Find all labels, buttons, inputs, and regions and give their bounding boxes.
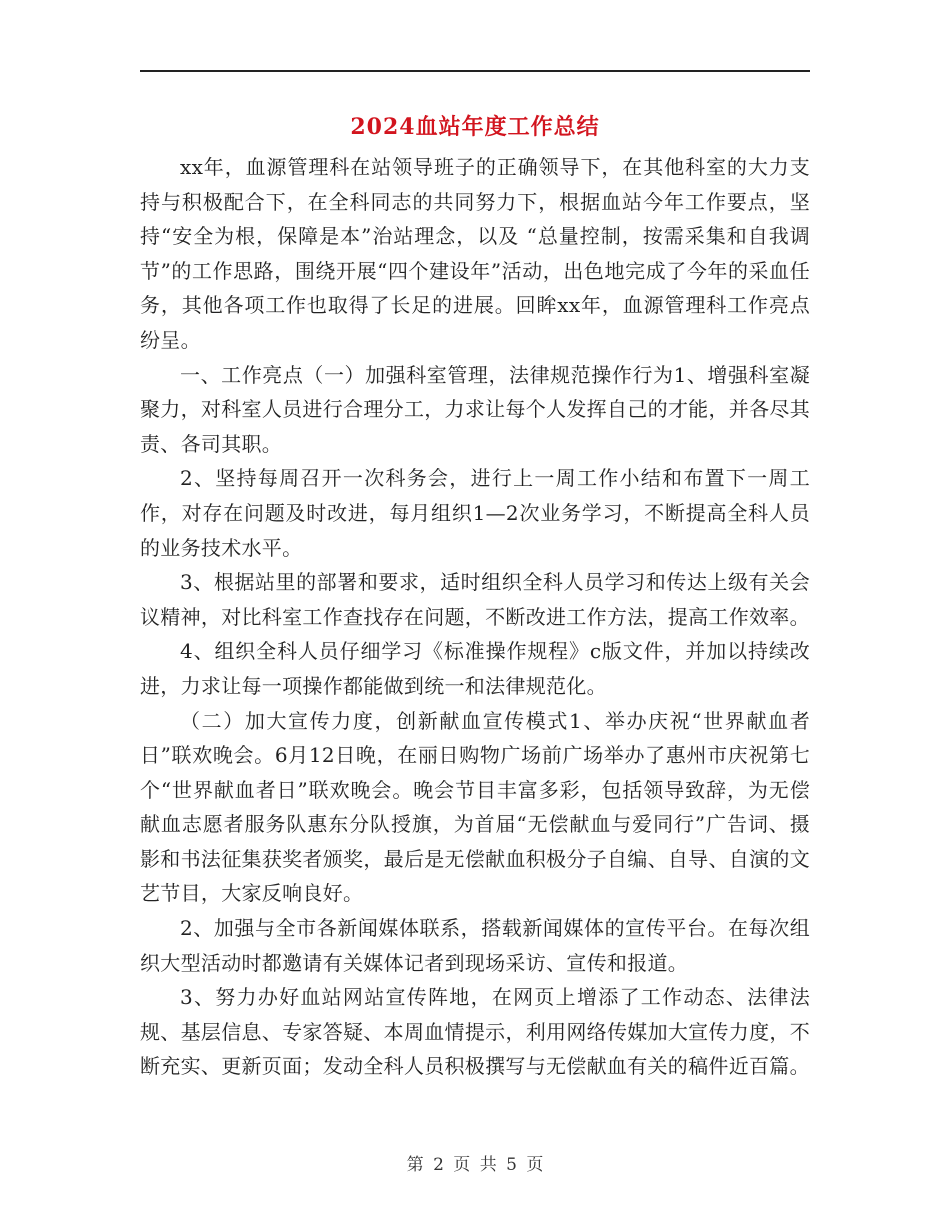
paragraph-item-3: 3、根据站里的部署和要求，适时组织全科人员学习和传达上级有关会议精神，对比科室工作查找存在问题，不断改进工作方法，提高工作效率。 [140,570,810,629]
paragraph-item-2: 2、坚持每周召开一次科务会，进行上一周工作小结和布置下一周工作，对存在问题及时改进，每月组织1—2次业务学习，不断提高全科人员的业务技术水平。 [140,466,810,560]
paragraph-intro: xx年，血源管理科在站领导班子的正确领导下，在其他科室的大力支持与积极配合下，在全科同志的共同努力下，根据血站今年工作要点，坚持“安全为根，保障是本”治站理念，以及 “总量控制，按需采集和自我调节”的工作思路，围绕开展“四个建设年”活动，出色地完成了今年的采血任务，其他各项工作也取得了长足的进展。回眸xx年，血源管理科工作亮点纷呈。 [140,155,810,352]
header-rule [140,70,810,72]
paragraph-publicity-3: 3、努力办好血站网站宣传阵地，在网页上增添了工作动态、法律法规、基层信息、专家答疑、本周血情提示，利用网络传媒加大宣传力度，不断充实、更新页面；发动全科人员积极撰写与无偿献血有关的稿件近百篇。 [140,985,810,1079]
paragraph-publicity-2: 2、加强与全市各新闻媒体联系，搭载新闻媒体的宣传平台。在每次组织大型活动时都邀请有关媒体记者到现场采访、宣传和报道。 [140,916,810,975]
document-title: 2024血站年度工作总结 [350,114,600,140]
paragraph-publicity-1: （二）加大宣传力度，创新献血宣传模式1、举办庆祝“世界献血者日”联欢晚会。6月12日晚，在丽日购物广场前广场举办了惠州市庆祝第七个“世界献血者日”联欢晚会。晚会节目丰富多彩，包括领导致辞，为无偿献血志愿者服务队惠东分队授旗，为首届“无偿献血与爱同行”广告词、摄影和书法征集获奖者颁奖，最后是无偿献血积极分子自编、自导、自演的文艺节目，大家反响良好。 [140,708,810,906]
page-number: 第 2 页 共 5 页 [406,1155,544,1175]
paragraph-highlight-1: 一、工作亮点（一）加强科室管理，法律规范操作行为1、增强科室凝聚力，对科室人员进行合理分工，力求让每个人发挥自己的才能，并各尽其责、各司其职。 [140,362,810,456]
document-body [140,150,810,1084]
paragraph-item-4: 4、组织全科人员仔细学习《标准操作规程》c版文件，并加以持续改进，力求让每一项操作都能做到统一和法律规范化。 [140,639,810,698]
